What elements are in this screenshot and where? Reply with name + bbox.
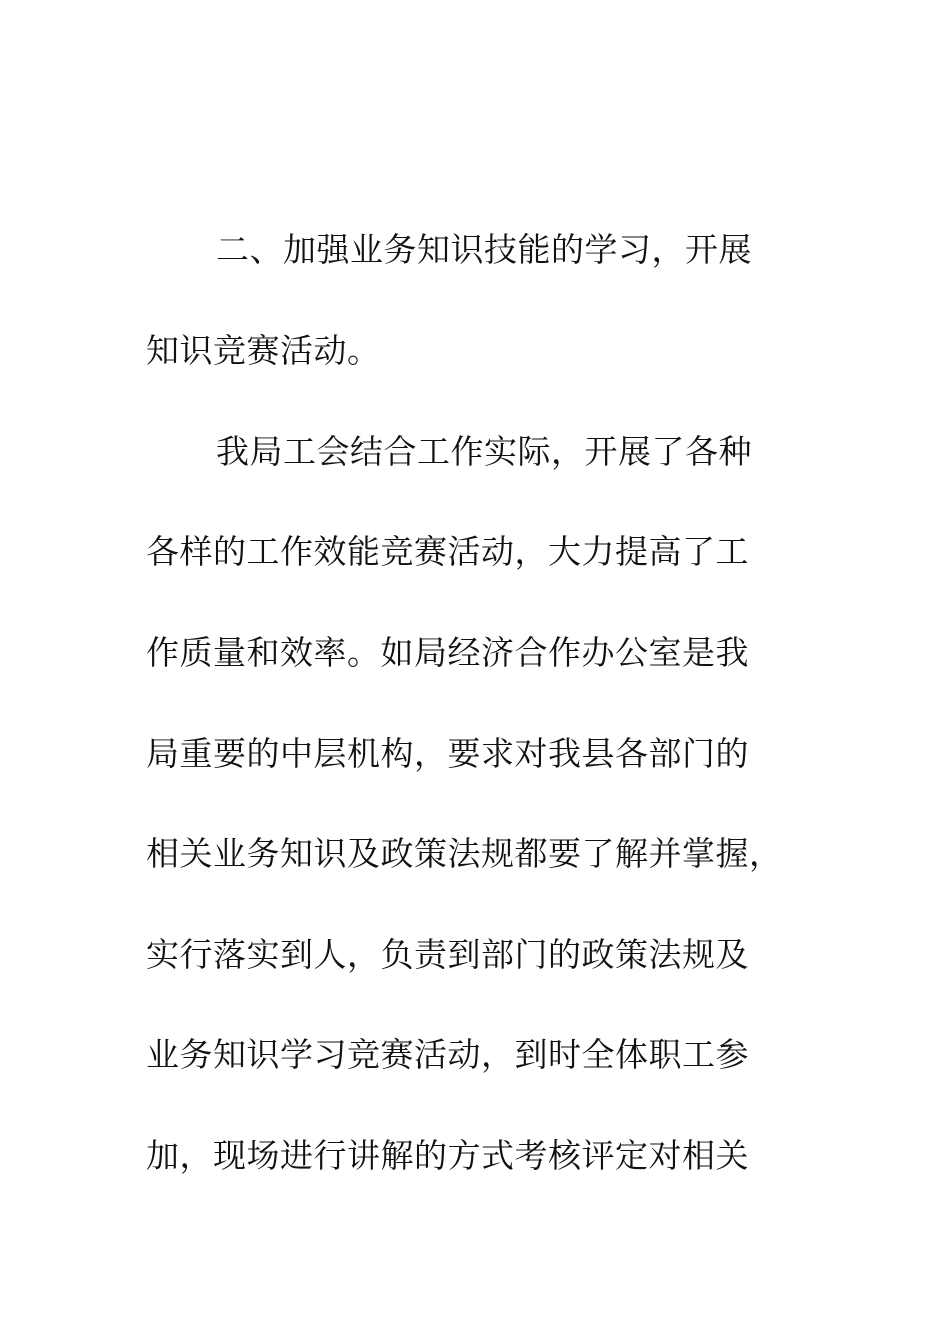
heading-line-2: 知识竞赛活动。 [146,331,381,370]
paragraph-line-7: 业务知识学习竞赛活动，到时全体职工参 [146,1035,749,1074]
paragraph-line-3: 作质量和效率。如局经济合作办公室是我 [146,633,749,672]
paragraph-line-8: 加，现场进行讲解的方式考核评定对相关 [146,1136,749,1175]
paragraph-line-6: 实行落实到人，负责到部门的政策法规及 [146,935,749,974]
paragraph-line-5: 相关业务知识及政策法规都要了解并掌握， [146,834,783,873]
paragraph-line-4: 局重要的中层机构，要求对我县各部门的 [146,734,749,773]
paragraph-line-1: 我局工会结合工作实际，开展了各种 [216,432,752,471]
paragraph-line-2: 各样的工作效能竞赛活动，大力提高了工 [146,532,749,571]
heading-line-1: 二、加强业务知识技能的学习，开展 [216,230,752,269]
